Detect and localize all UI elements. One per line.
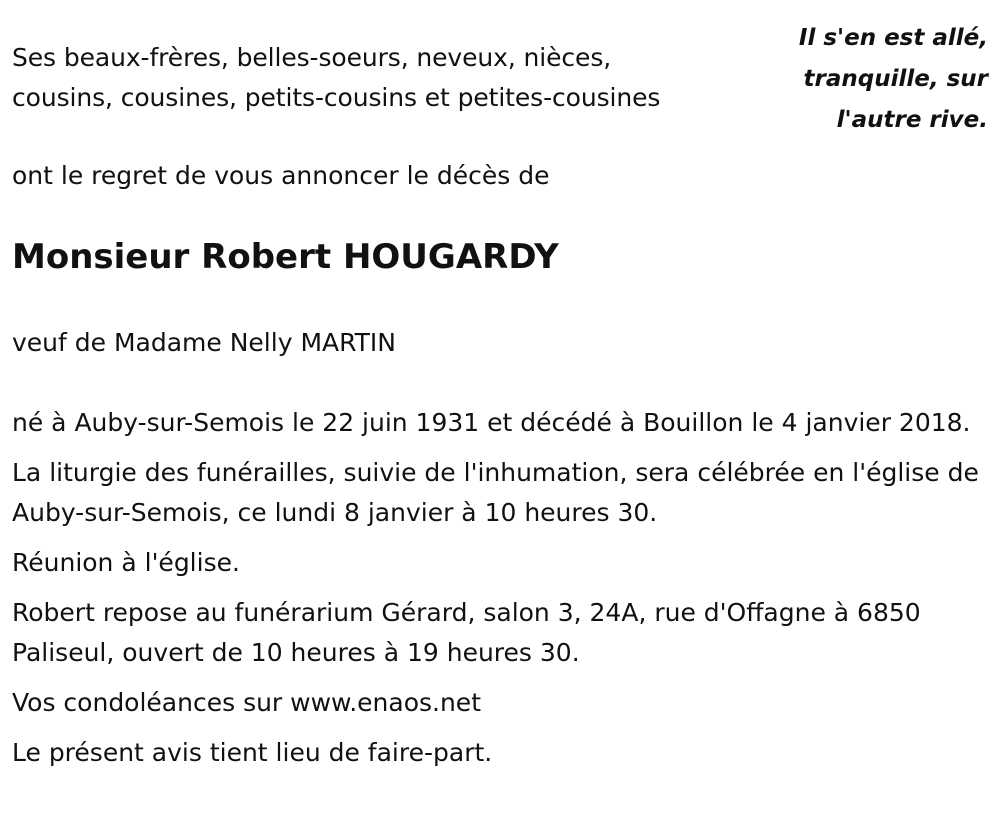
quote-line-1: Il s'en est allé, [798, 25, 988, 51]
funeral-home-paragraph: Robert repose au funérarium Gérard, salon 3, 24A, rue d'Offagne à 6850 Paliseul, ouvert de 10 heures à 19 heures 30. [12, 598, 921, 667]
widow-of-text: veuf de Madame Nelly MARTIN [12, 328, 397, 357]
announcement-text: ont le regret de vous annoncer le décès de [12, 161, 550, 190]
quote-line-3: l'autre rive. [836, 107, 988, 133]
liturgy-paragraph: La liturgie des funérailles, suivie de l'inhumation, sera célébrée en l'église de Auby-sur-Semois, ce lundi 8 janvier à 10 heures 30. [12, 458, 979, 527]
details-block [12, 403, 987, 783]
condolences-paragraph: Vos condoléances sur www.enaos.net [12, 688, 481, 717]
birth-death-paragraph: né à Auby-sur-Semois le 22 juin 1931 et décédé à Bouillon le 4 janvier 2018. [12, 408, 971, 437]
family-members-block [12, 38, 752, 118]
family-line-2: cousins, cousines, petits-cousins et petites-cousines [12, 83, 661, 112]
deceased-name: Monsieur Robert HOUGARDY [12, 237, 559, 277]
notice-paragraph: Le présent avis tient lieu de faire-part. [12, 738, 493, 767]
epitaph-quote [768, 18, 988, 141]
meeting-paragraph: Réunion à l'église. [12, 548, 240, 577]
family-line-1: Ses beaux-frères, belles-soeurs, neveux, nièces, [12, 43, 612, 72]
quote-line-2: tranquille, sur [803, 66, 988, 92]
